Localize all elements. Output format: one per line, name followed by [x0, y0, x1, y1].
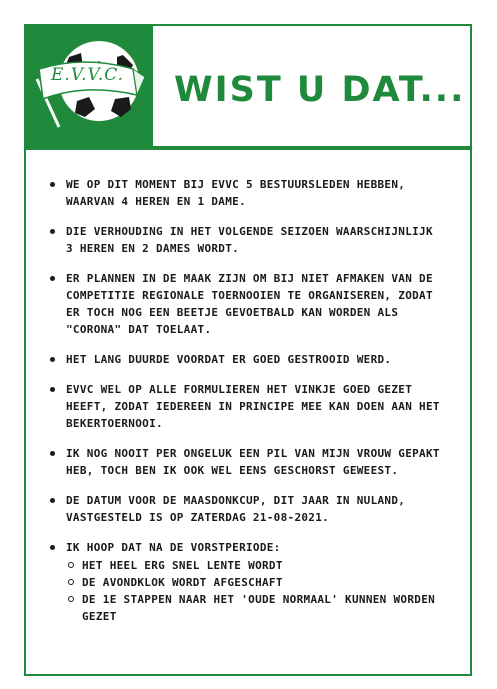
header-divider — [25, 146, 471, 150]
list-item: DIE VERHOUDING IN HET VOLGENDE SEIZOEN WAARSCHIJNLIJK 3 HEREN EN 2 DAMES WORDT. — [48, 223, 444, 257]
list-item-with-subitems — [48, 539, 444, 625]
facts-list — [48, 176, 444, 638]
list-item: ER PLANNEN IN DE MAAK ZIJN OM BIJ NIET AFMAKEN VAN DE COMPETITIE REGIONALE TOERNOOIEN TE ORGANISEREN, ZODAT ER TOCH NOG EEN BEETJE GEVOETBALD KAN WORDEN ALS "CORONA" DAT TOELAAT. — [48, 270, 444, 338]
sub-list-item: DE AVONDKLOK WORDT AFGESCHAFT — [66, 574, 444, 591]
list-item: DE DATUM VOOR DE MAASDONKCUP, DIT JAAR IN NULAND, VASTGESTELD IS OP ZATERDAG 21-08-2021. — [48, 492, 444, 526]
list-item: WE OP DIT MOMENT BIJ EVVC 5 BESTUURSLEDEN HEBBEN, WAARVAN 4 HEREN EN 1 DAME. — [48, 176, 444, 210]
list-item-text: IK HOOP DAT NA DE VORSTPERIODE: — [66, 541, 281, 554]
page-title: WIST U DAT... — [174, 70, 466, 110]
sub-list — [66, 557, 444, 625]
logo-text: E.V.V.C. — [51, 65, 125, 85]
club-logo — [25, 25, 153, 148]
list-item: IK NOG NOOIT PER ONGELUK EEN PIL VAN MIJN VROUW GEPAKT HEB, TOCH BEN IK OOK WEL EENS GESCHORST GEWEEST. — [48, 445, 444, 479]
list-item: HET LANG DUURDE VOORDAT ER GOED GESTROOID WERD. — [48, 351, 444, 368]
sub-list-item: DE 1E STAPPEN NAAR HET 'OUDE NORMAAL' KUNNEN WORDEN GEZET — [66, 591, 444, 625]
sub-list-item: HET HEEL ERG SNEL LENTE WORDT — [66, 557, 444, 574]
soccer-ball-icon — [25, 25, 153, 148]
list-item: EVVC WEL OP ALLE FORMULIEREN HET VINKJE GOED GEZET HEEFT, ZODAT IEDEREEN IN PRINCIPE MEE KAN DOEN AAN HET BEKERTOERNOOI. — [48, 381, 444, 432]
